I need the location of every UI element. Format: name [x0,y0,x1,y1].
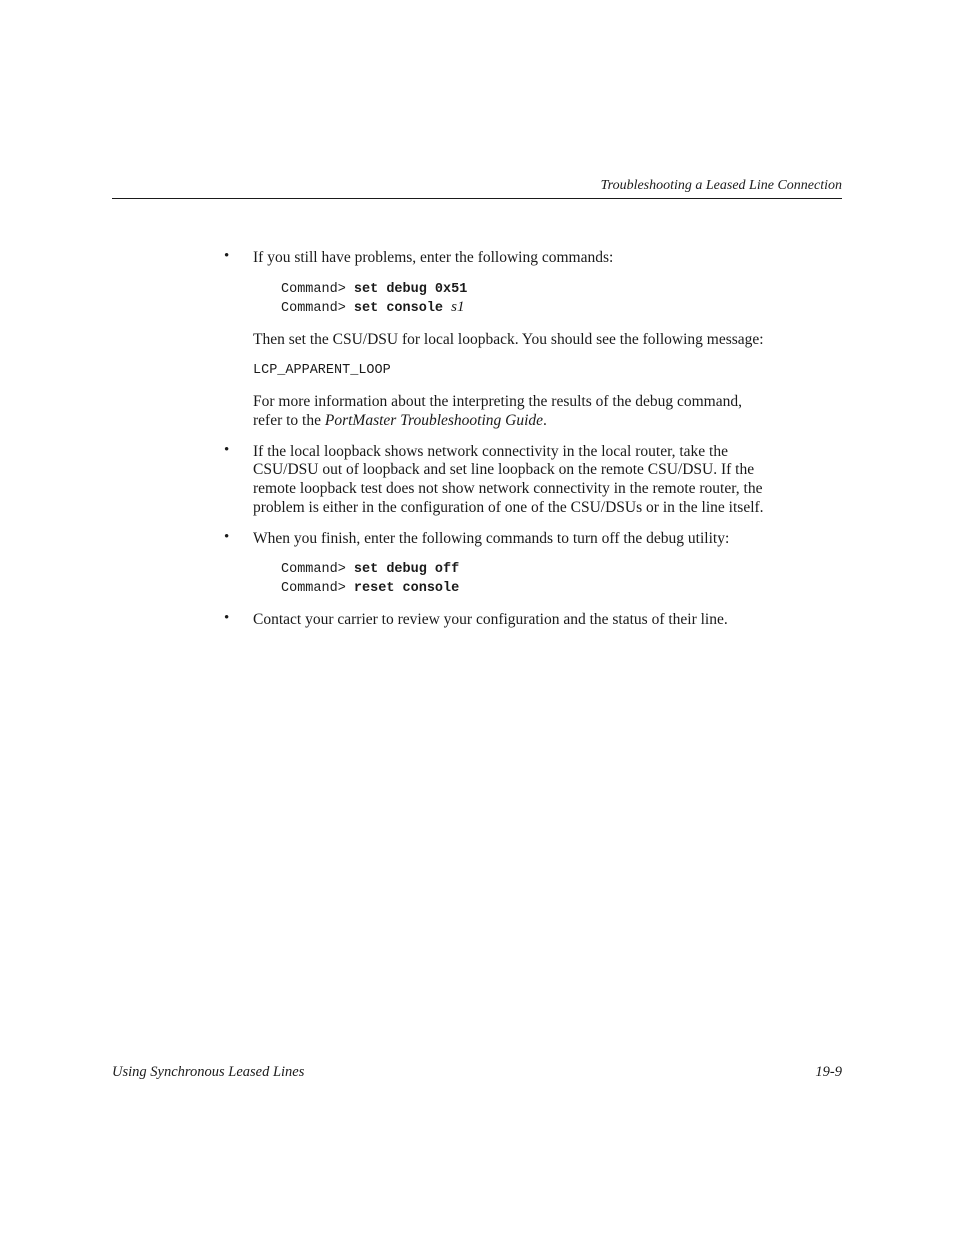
command-text: set console [353,301,444,316]
bullet-3-text: When you finish, enter the following commands to turn off the debug utility: [253,530,730,547]
page-number: 19-9 [815,1064,842,1080]
loop-message: LCP_APPARENT_LOOP [253,363,391,378]
command-prompt: Command> [281,581,346,596]
running-head: Troubleshooting a Leased Line Connection [600,178,842,193]
more-info-line-2 [253,411,547,430]
bullet-2-line: If the local loopback shows network connectivity in the local router, take the [253,443,728,460]
command-prompt: Command> [281,562,346,577]
command-text: reset console [353,581,460,596]
bullet-2-glyph: • [224,442,230,458]
header-rule [112,198,842,199]
footer-title: Using Synchronous Leased Lines [112,1064,305,1080]
more-info-line-1: For more information about the interpreting the results of the debug command, [253,393,742,410]
bullet-1-glyph: • [224,248,230,264]
more-info-suffix: . [543,412,547,429]
loopback-paragraph: Then set the CSU/DSU for local loopback. You should see the following message: [253,331,764,348]
command-text: set debug off [353,562,460,577]
command-argument: s1 [451,299,465,315]
bullet-2-line: problem is either in the configuration of one of the CSU/DSUs or in the line itself. [253,499,764,516]
command-prompt: Command> [281,301,346,316]
guide-title: PortMaster Troubleshooting Guide [324,412,544,429]
bullet-4-text: Contact your carrier to review your configuration and the status of their line. [253,611,728,628]
command-prompt: Command> [281,282,346,297]
command-line [281,280,467,299]
more-info-prefix: refer to the [253,412,321,429]
bullet-2-line: CSU/DSU out of loopback and set line loopback on the remote CSU/DSU. If the [253,461,755,478]
command-line [281,560,459,579]
bullet-2-line: remote loopback test does not show network connectivity in the remote router, the [253,480,763,497]
bullet-4-glyph: • [224,610,230,626]
bullet-1-text: If you still have problems, enter the following commands: [253,249,614,266]
command-line [281,298,465,318]
command-line [281,579,459,598]
command-text: set debug 0x51 [353,282,468,297]
bullet-3-glyph: • [224,529,230,545]
